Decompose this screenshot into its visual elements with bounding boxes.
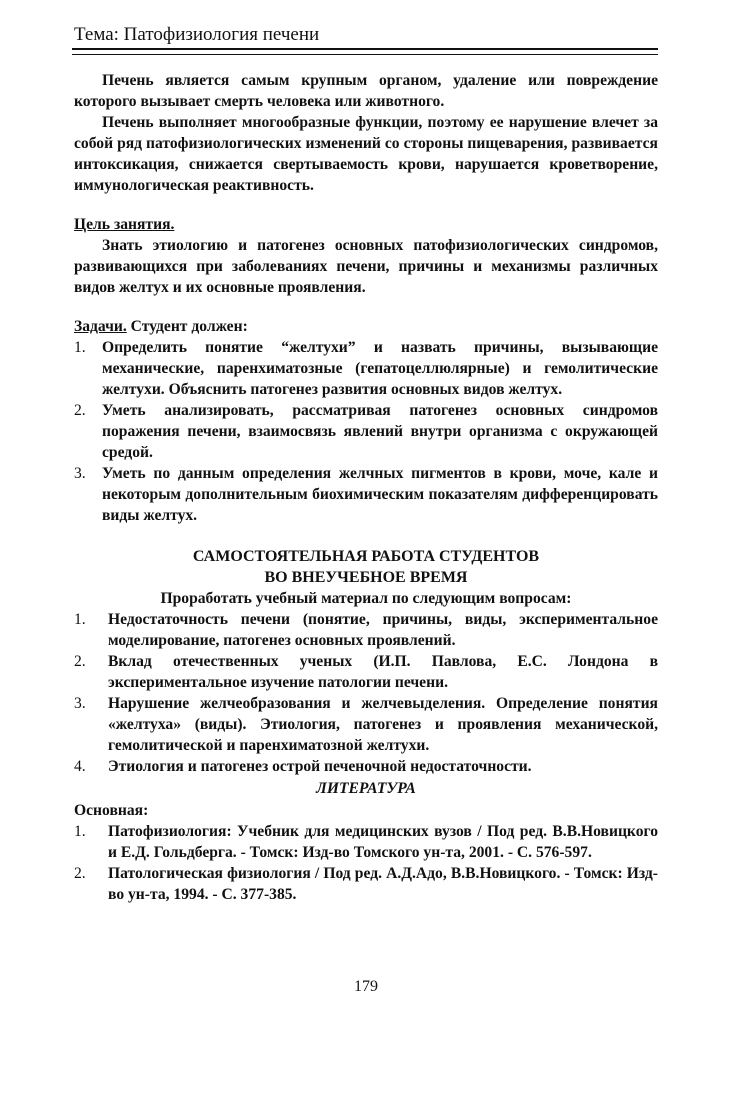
list-text: Патофизиология: Учебник для медицинских вузов / Под ред. В.В.Новицкого и Е.Д. Гольдберга. - Томск: Изд-во Томского ун-та, 2001. - С. 576-597.	[108, 823, 658, 861]
list-number: 2.	[74, 865, 86, 882]
header-rule-thin	[72, 54, 658, 55]
list-text: Патологическая физиология / Под ред. А.Д.Адо, В.В.Новицкого. - Томск: Изд-во ун-та, 1994. - С. 377-385.	[108, 865, 658, 903]
running-header: Тема: Патофизиология печени	[74, 24, 320, 45]
list-number: 2.	[74, 653, 86, 670]
goal-heading: Цель занятия.	[74, 216, 175, 233]
list-item	[74, 337, 658, 400]
list-item	[74, 821, 658, 863]
list-number: 1.	[74, 611, 86, 628]
header-rule-thick	[72, 48, 658, 50]
list-item	[74, 463, 658, 526]
literature-list	[74, 821, 658, 905]
list-item	[74, 651, 658, 693]
list-item	[74, 756, 658, 777]
goal-text: Знать этиологию и патогенез основных патофизиологических синдромов, развивающихся при заболеваниях печени, причины и механизмы различных видов желтух и их основные проявления.	[74, 237, 658, 296]
literature-main-label: Основная:	[74, 802, 149, 819]
tasks-heading-label: Задачи.	[74, 318, 127, 335]
list-item	[74, 609, 658, 651]
tasks-heading	[74, 316, 658, 337]
tasks-list	[74, 337, 658, 526]
list-number: 3.	[74, 695, 86, 712]
list-text: Недостаточность печени (понятие, причины, виды, экспериментальное моделирование, патогенез основных проявлений.	[108, 611, 658, 649]
self-work-list	[74, 609, 658, 777]
list-text: Этиология и патогенез острой печеночной недостаточности.	[108, 758, 532, 775]
list-number: 1.	[74, 339, 86, 356]
list-text: Уметь по данным определения желчных пигментов в крови, моче, кале и некоторым дополнительным биохимическим показателям дифференцировать виды желтух.	[102, 465, 658, 524]
page-number: 179	[354, 978, 378, 995]
list-item	[74, 693, 658, 756]
literature-heading: ЛИТЕРАТУРА	[316, 780, 416, 797]
self-work-title-line-1: САМОСТОЯТЕЛЬНАЯ РАБОТА СТУДЕНТОВ	[192, 548, 540, 565]
list-item	[74, 863, 658, 905]
tasks-heading-lead: Студент должен:	[126, 318, 248, 335]
list-text: Вклад отечественных ученых (И.П. Павлова, Е.С. Лондона в экспериментальное изучение патологии печени.	[108, 653, 658, 691]
list-text: Уметь анализировать, рассматривая патогенез основных синдромов поражения печени, взаимосвязь явлений внутри организма с окружающей средой.	[102, 402, 658, 461]
list-number: 1.	[74, 823, 86, 840]
list-number: 4.	[74, 758, 86, 775]
list-number: 2.	[74, 402, 86, 419]
intro-paragraph-1: Печень является самым крупным органом, удаление или повреждение которого вызывает смерть человека или животного.	[74, 72, 658, 110]
list-text: Нарушение желчеобразования и желчевыделения. Определение понятия «желтуха» (виды). Этиология, патогенез и проявления механической, гемолитической и паренхиматозной желтухи.	[108, 695, 658, 754]
self-work-subtitle: Проработать учебный материал по следующим вопросам:	[160, 590, 572, 607]
list-number: 3.	[74, 465, 86, 482]
list-text: Определить понятие “желтухи” и назвать причины, вызывающие механические, паренхиматозные (гепатоцеллюлярные) и гемолитические желтухи. Объяснить патогенез развития основных видов желтух.	[102, 339, 658, 398]
self-work-title-line-2: ВО ВНЕУЧЕБНОЕ ВРЕМЯ	[264, 569, 468, 586]
page-body	[74, 70, 658, 905]
intro-paragraph-2: Печень выполняет многообразные функции, поэтому ее нарушение влечет за собой ряд патофизиологических изменений со стороны пищеварения, развивается интоксикация, снижается свертываемость крови, нарушается кроветворение, иммунологическая реактивность.	[74, 114, 658, 194]
list-item	[74, 400, 658, 463]
